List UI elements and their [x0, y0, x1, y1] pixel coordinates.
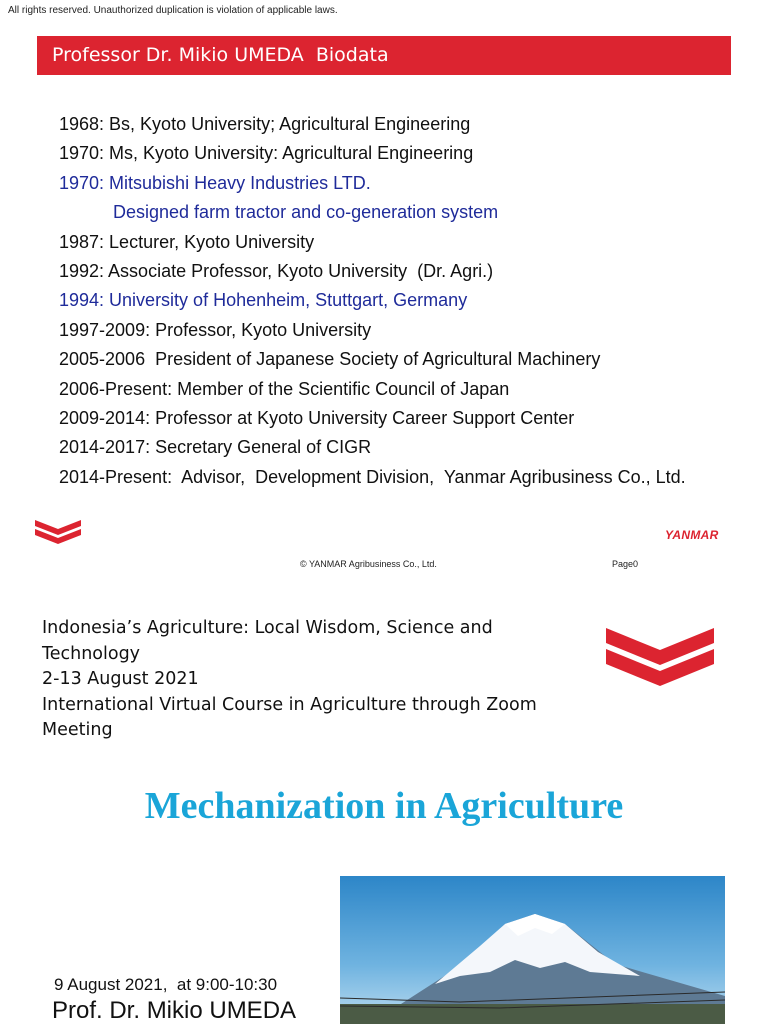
biodata-entry: 1987: Lecturer, Kyoto University [59, 231, 315, 252]
course-line: International Virtual Course in Agriculture through Zoom [42, 694, 537, 715]
biodata-entry: 2006-Present: Member of the Scientific Council of Japan [59, 378, 510, 399]
biodata-entry: 2009-2014: Professor at Kyoto University Career Support Center [59, 408, 575, 429]
biodata-entry: 1997-2009: Professor, Kyoto University [59, 319, 372, 340]
course-line: Indonesia’s Agriculture: Local Wisdom, Science and [42, 618, 493, 638]
mountain-photo [340, 876, 725, 1024]
biodata-list [59, 110, 686, 492]
course-line: Meeting [42, 720, 113, 740]
biodata-entry: 2014-2017: Secretary General of CIGR [59, 437, 372, 458]
biodata-entry: 1994: University of Hohenheim, Stuttgart, Germany [59, 290, 468, 311]
footer-page-number: Page0 [612, 559, 639, 569]
yanmar-chevron-large-icon [606, 628, 714, 686]
course-line: 2-13 August 2021 [42, 669, 199, 689]
biodata-entry: 1970: Mitsubishi Heavy Industries LTD. [59, 172, 371, 193]
biodata-entry: 2014-Present: Advisor, Development Division, Yanmar Agribusiness Co., Ltd. [59, 466, 686, 487]
lecturer-name: Prof. Dr. Mikio UMEDA [52, 997, 297, 1024]
biodata-entry: 2005-2006 President of Japanese Society of Agricultural Machinery [59, 349, 601, 370]
biodata-entry: 1992: Associate Professor, Kyoto University (Dr. Agri.) [59, 261, 494, 282]
yanmar-logo-text: YANMAR [665, 528, 719, 542]
rights-notice: All rights reserved. Unauthorized duplication is violation of applicable laws. [8, 5, 338, 16]
presentation-title: Mechanization in Agriculture [144, 785, 624, 827]
course-line: Technology [42, 643, 141, 664]
biodata-entry: 1968: Bs, Kyoto University; Agricultural Engineering [59, 114, 471, 134]
biodata-entry: 1970: Ms, Kyoto University: Agricultural Engineering [59, 143, 474, 164]
yanmar-chevron-icon [35, 520, 81, 544]
biodata-entry: Designed farm tractor and co-generation system [113, 202, 499, 223]
lecture-date: 9 August 2021, at 9:00-10:30 [54, 975, 278, 994]
course-info [42, 616, 537, 744]
biodata-banner-title: Professor Dr. Mikio UMEDA Biodata [37, 36, 731, 75]
footer-copyright: © YANMAR Agribusiness Co., Ltd. [300, 559, 437, 569]
